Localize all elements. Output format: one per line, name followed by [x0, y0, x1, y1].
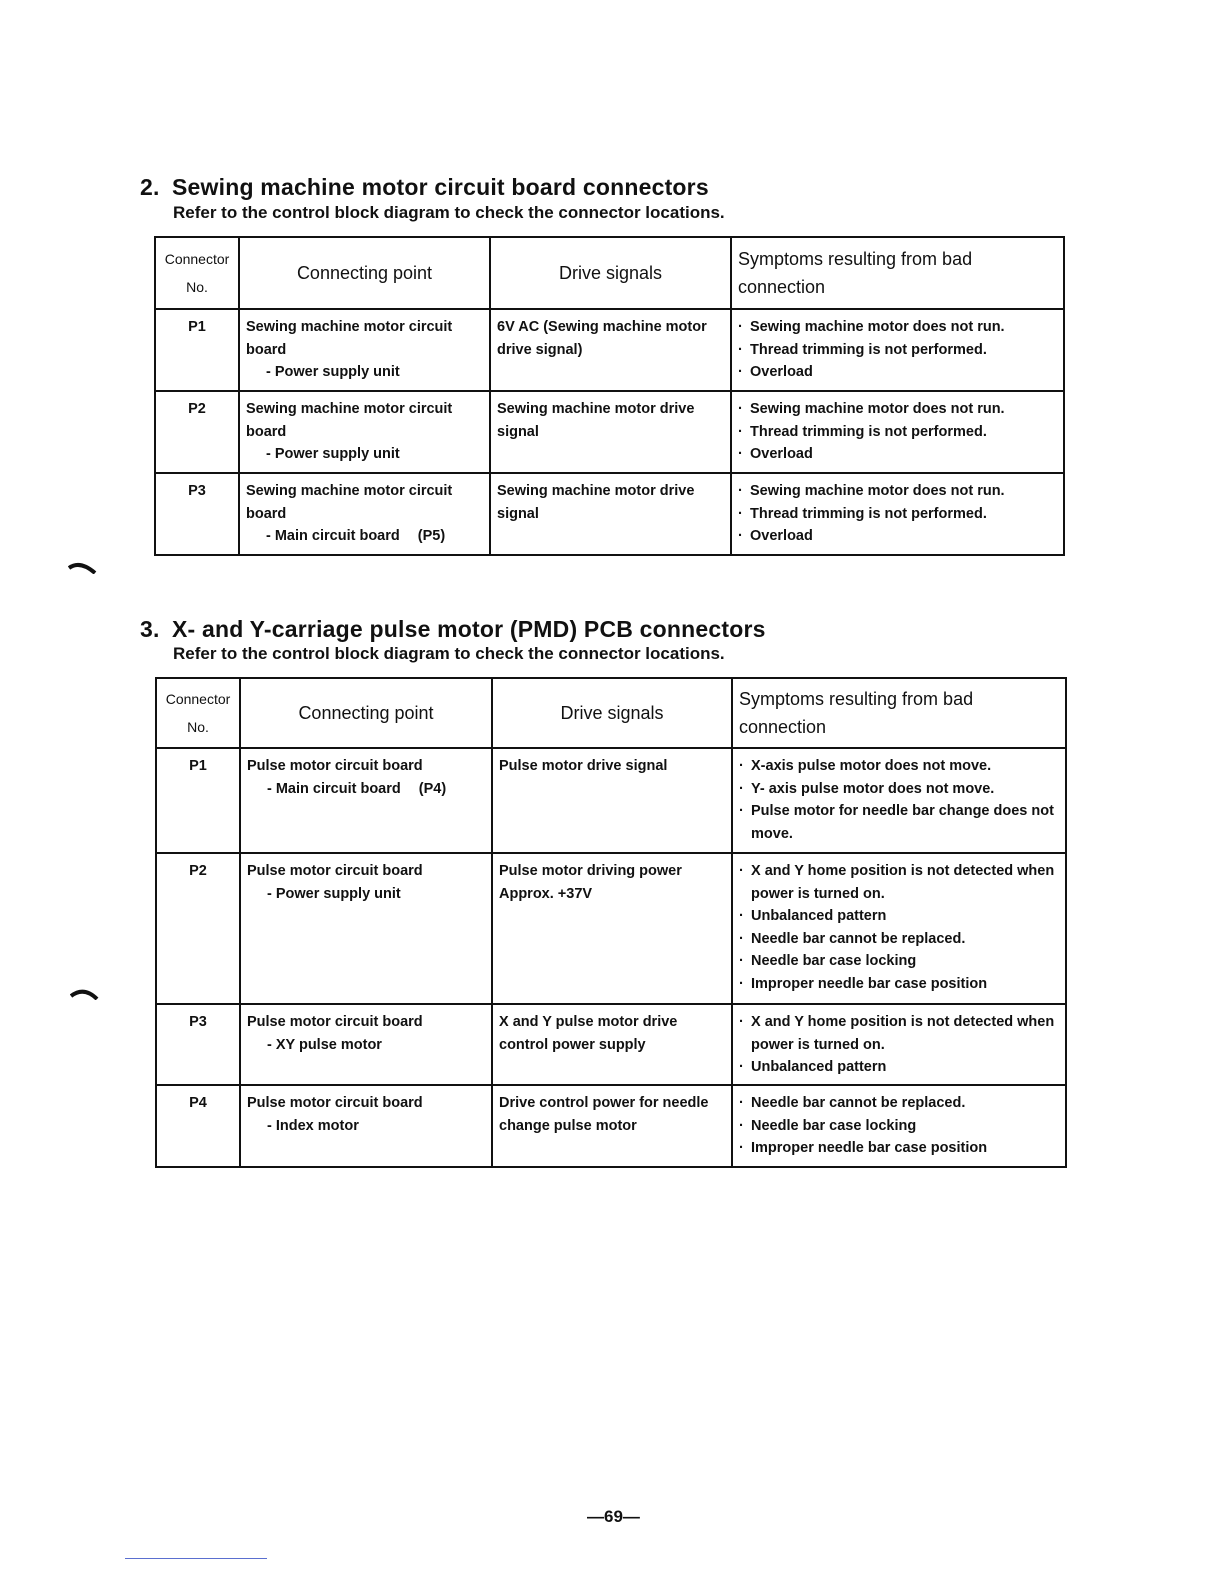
table-row: [155, 309, 1064, 391]
header-connecting-point: Connecting point: [240, 678, 492, 748]
connector-no: P3: [189, 1014, 207, 1030]
signal-line: Sewing machine motor drive: [497, 401, 695, 417]
signal-line: change pulse motor: [499, 1117, 637, 1134]
symptom-item: · Overload: [738, 525, 1057, 548]
section-3-title: [140, 616, 766, 643]
symptom-item: · Needle bar cannot be replaced.: [739, 1092, 1059, 1115]
signal-line: signal: [497, 423, 539, 440]
symptom-item: · Y- axis pulse motor does not move.: [739, 778, 1059, 801]
point-line: Pulse motor circuit board: [247, 863, 423, 879]
signal-line: Approx. +37V: [499, 885, 593, 902]
connecting-point: [241, 749, 491, 800]
symptom-item: · Unbalanced pattern: [739, 1056, 1059, 1079]
point-line: [246, 525, 483, 548]
pulse-motor-connector-table: [155, 677, 1067, 1168]
point-target: - Main circuit board: [266, 528, 400, 544]
signal-line: Pulse motor drive signal: [499, 758, 668, 774]
point-line: Pulse motor circuit board: [247, 1095, 423, 1111]
symptom-item-continued: move.: [751, 825, 793, 842]
symptom-item: · Unbalanced pattern: [739, 905, 1059, 928]
header-symptoms: [731, 237, 1064, 309]
drive-signal: [491, 392, 730, 443]
point-connector-ref: (P5): [417, 528, 446, 544]
section-2-title-text: Sewing machine motor circuit board connectors: [172, 174, 709, 200]
signal-line: Sewing machine motor drive: [497, 483, 695, 499]
symptom-item: · Overload: [738, 361, 1057, 384]
section-2-number: 2.: [140, 174, 160, 200]
symptom-item: · Needle bar cannot be replaced.: [739, 928, 1059, 951]
section-3-subtitle: Refer to the control block diagram to check the connector locations.: [173, 644, 725, 663]
header-drive-signals: Drive signals: [492, 678, 732, 748]
point-line: [247, 778, 485, 801]
point-line: Pulse motor circuit board: [247, 758, 423, 774]
symptoms: [733, 1086, 1065, 1160]
connecting-point: [240, 310, 489, 384]
symptom-item: · X and Y home position is not detected when: [739, 860, 1059, 883]
header-symptoms-line1: Symptoms resulting from bad: [739, 689, 974, 709]
symptom-item: · Thread trimming is not performed.: [738, 503, 1057, 526]
connector-no: P4: [189, 1095, 207, 1111]
table-header-row: [155, 237, 1064, 309]
drive-signal: [493, 749, 731, 778]
connector-no: P1: [188, 319, 206, 335]
point-line: - Power supply unit: [266, 446, 400, 462]
signal-line: drive signal): [497, 341, 583, 358]
header-symptoms-line2: connection: [738, 277, 826, 297]
connector-no: P2: [188, 401, 206, 417]
symptoms: [732, 392, 1063, 466]
header-symptoms: [732, 678, 1066, 748]
bottom-rule: [125, 1558, 267, 1559]
header-connector-label: Connector: [165, 691, 231, 707]
section-3-number: 3.: [140, 616, 160, 642]
table-row: [155, 391, 1064, 473]
point-line: - Power supply unit: [266, 364, 400, 380]
symptom-item: · Needle bar case locking: [739, 950, 1059, 973]
page-number: —69—: [587, 1507, 640, 1526]
symptom-item: · X-axis pulse motor does not move.: [739, 755, 1059, 778]
connecting-point: [240, 392, 489, 466]
signal-line: Drive control power for needle: [499, 1095, 709, 1111]
drive-signal: [493, 1005, 731, 1056]
signal-line: control power supply: [499, 1036, 646, 1053]
table-row: [156, 853, 1066, 1004]
connector-no: P3: [188, 483, 206, 499]
symptom-item: · X and Y home position is not detected when: [739, 1011, 1059, 1034]
symptom-item: · Sewing machine motor does not run.: [738, 316, 1057, 339]
point-line: Sewing machine motor circuit: [246, 483, 453, 499]
drive-signal: [493, 854, 731, 905]
point-line: board: [246, 341, 287, 358]
header-connector-no: [155, 237, 239, 309]
point-line: Sewing machine motor circuit: [246, 401, 453, 417]
table-row: [156, 1085, 1066, 1167]
point-line: Pulse motor circuit board: [247, 1014, 423, 1030]
connector-no: P1: [189, 758, 207, 774]
connecting-point: [241, 1005, 491, 1056]
drive-signal: [491, 474, 730, 525]
symptom-item: · Sewing machine motor does not run.: [738, 398, 1057, 421]
scan-mark-icon: [68, 562, 98, 574]
point-line: board: [246, 423, 287, 440]
header-no-label: No.: [187, 719, 209, 735]
header-connector-label: Connector: [164, 251, 230, 267]
point-target: - Main circuit board: [267, 780, 401, 797]
point-connector-ref: (P4): [418, 780, 447, 797]
symptom-item: · Needle bar case locking: [739, 1115, 1059, 1138]
point-line: - XY pulse motor: [267, 1036, 382, 1053]
header-symptoms-line2: connection: [739, 717, 827, 737]
connecting-point: [240, 474, 489, 548]
section-3-title-text: X- and Y-carriage pulse motor (PMD) PCB connectors: [172, 616, 766, 642]
table-row: [155, 473, 1064, 555]
header-no-label: No.: [186, 279, 208, 295]
connecting-point: [241, 854, 491, 905]
connector-no: P2: [189, 863, 207, 879]
symptom-item: · Pulse motor for needle bar change does not: [739, 800, 1059, 823]
symptoms: [732, 474, 1063, 548]
symptom-item: · Sewing machine motor does not run.: [738, 480, 1057, 503]
section-2-subtitle: Refer to the control block diagram to check the connector locations.: [173, 203, 725, 222]
symptom-item: · Improper needle bar case position: [739, 1137, 1059, 1160]
signal-line: 6V AC (Sewing machine motor: [497, 319, 707, 335]
header-symptoms-line1: Symptoms resulting from bad: [738, 249, 973, 269]
symptoms: [733, 1005, 1065, 1079]
table-row: [156, 1004, 1066, 1085]
connecting-point: [241, 1086, 491, 1137]
drive-signal: [491, 310, 730, 361]
symptom-item: · Improper needle bar case position: [739, 973, 1059, 996]
signal-line: Pulse motor driving power: [499, 863, 682, 879]
symptom-item: · Thread trimming is not performed.: [738, 339, 1057, 362]
point-line: Sewing machine motor circuit: [246, 319, 453, 335]
header-drive-signals: Drive signals: [490, 237, 731, 309]
symptom-item: · Overload: [738, 443, 1057, 466]
header-connector-no: [156, 678, 240, 748]
point-line: - Power supply unit: [267, 885, 401, 902]
signal-line: signal: [497, 505, 539, 522]
scan-mark-icon: [70, 988, 100, 1000]
table-header-row: [156, 678, 1066, 748]
symptom-item-continued: power is turned on.: [751, 1036, 885, 1053]
signal-line: X and Y pulse motor drive: [499, 1014, 678, 1030]
symptoms: [733, 854, 1065, 995]
symptom-item-continued: power is turned on.: [751, 885, 885, 902]
point-line: - Index motor: [267, 1117, 359, 1134]
header-connecting-point: Connecting point: [239, 237, 490, 309]
symptoms: [732, 310, 1063, 384]
table-row: [156, 748, 1066, 853]
point-line: board: [246, 505, 287, 522]
section-2-title: [140, 174, 709, 201]
sewing-motor-connector-table: [154, 236, 1065, 556]
drive-signal: [493, 1086, 731, 1137]
symptom-item: · Thread trimming is not performed.: [738, 421, 1057, 444]
symptoms: [733, 749, 1065, 845]
